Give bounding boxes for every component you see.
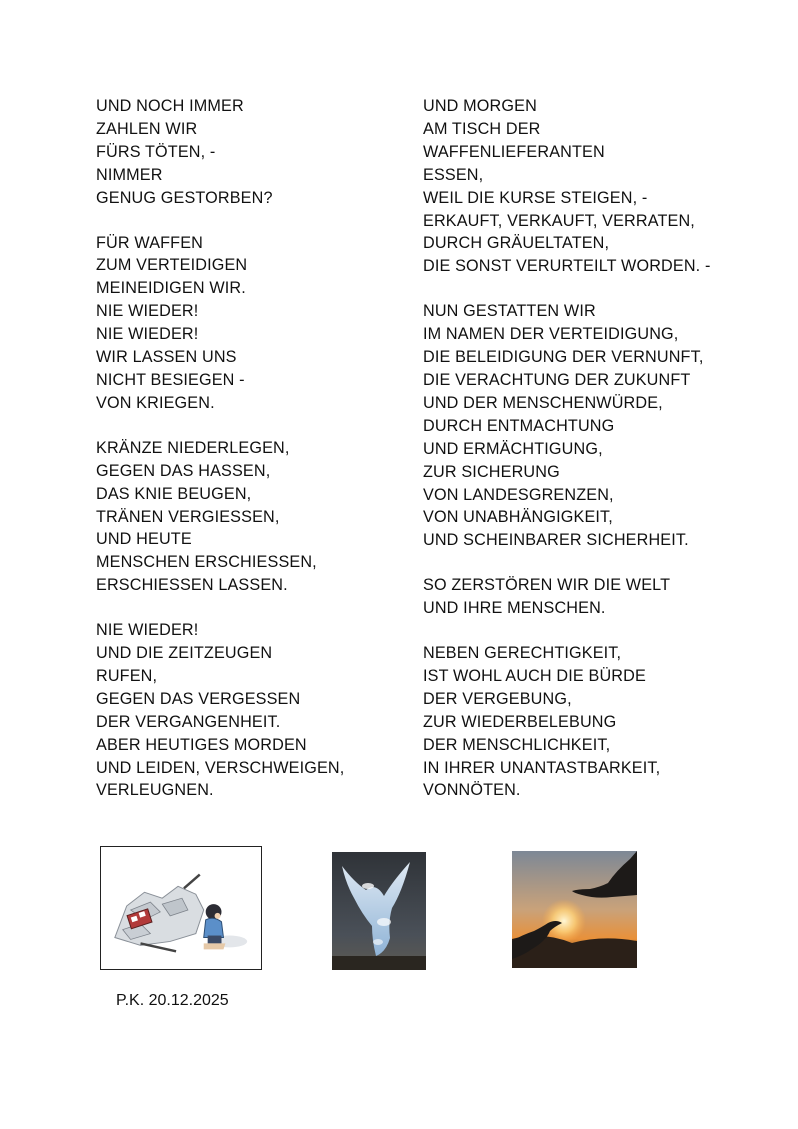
poem-line: UND ERMÄCHTIGUNG, [423, 439, 603, 458]
poem-right-column [423, 95, 711, 824]
poem-line: KRÄNZE NIEDERLEGEN, [96, 438, 290, 457]
reaching-hands-sunset-image [512, 851, 637, 968]
poem-line: UND DIE ZEITZEUGEN [96, 644, 273, 663]
poem-line: ZUR WIEDERBELEBUNG [423, 712, 617, 731]
poem-line: NEBEN GERECHTIGKEIT, [423, 644, 622, 663]
poem-line: ZUM VERTEIDIGEN [96, 256, 248, 275]
poem-line: NIE WIEDER! [96, 621, 199, 640]
poem-line: NIE WIEDER! [96, 302, 199, 321]
poem-line: WIR LASSEN UNS [96, 348, 237, 367]
poem-line: ERKAUFT, VERKAUFT, VERRATEN, [423, 211, 695, 230]
poem-line: VERLEUGNEN. [96, 781, 214, 800]
poem-line: UND NOCH IMMER [96, 97, 244, 115]
poem-stanza [423, 574, 711, 620]
poem-line: VON KRIEGEN. [96, 393, 215, 412]
poem-stanza [96, 437, 344, 597]
poem-line: MEINEIDIGEN WIR. [96, 279, 246, 298]
poem-line: IN IHRER UNANTASTBARKEIT, [423, 758, 661, 777]
poem-line: ERSCHIESSEN LASSEN. [96, 576, 288, 595]
poem-line: MENSCHEN ERSCHIESSEN, [96, 553, 317, 572]
poem-line: ZUR SICHERUNG [423, 462, 560, 481]
poem-line: DIE SONST VERURTEILT WORDEN. - [423, 257, 711, 276]
dove-silhouette-sky-image [332, 852, 426, 970]
poem-stanza [423, 642, 711, 802]
poem-line: UND SCHEINBARER SICHERHEIT. [423, 531, 689, 550]
poem-line: GENUG GESTORBEN? [96, 188, 273, 207]
poem-line: GEGEN DAS HASSEN, [96, 461, 271, 480]
poem-line: TRÄNEN VERGIESSEN, [96, 507, 280, 526]
poem-line: UND HEUTE [96, 530, 192, 549]
poem-line: DER VERGEBUNG, [423, 689, 572, 708]
poem-line: SO ZERSTÖREN WIR DIE WELT [423, 576, 671, 595]
poem-line: DAS KNIE BEUGEN, [96, 484, 252, 503]
poem-line: NUN GESTATTEN WIR [423, 302, 596, 321]
child-in-rubble-illustration [100, 846, 262, 970]
poem-stanza [96, 95, 344, 210]
poem-line: DURCH ENTMACHTUNG [423, 416, 615, 435]
poem-line: VON UNABHÄNGIGKEIT, [423, 508, 613, 527]
poem-stanza [96, 619, 344, 802]
poem-stanza [96, 232, 344, 415]
poem-line: DER MENSCHLICHKEIT, [423, 735, 611, 754]
poem-line: UND DER MENSCHENWÜRDE, [423, 393, 663, 412]
poem-stanza [423, 300, 711, 552]
poem-line: FÜR WAFFEN [96, 233, 204, 252]
poem-line: ZAHLEN WIR [96, 119, 198, 138]
poem-line: DURCH GRÄUELTATEN, [423, 234, 610, 253]
poem-stanza [423, 95, 711, 278]
poem-left-column [96, 95, 344, 824]
signature-date: P.K. 20.12.2025 [116, 992, 229, 1009]
poem-line: ESSEN, [423, 165, 484, 184]
poem-line: FÜRS TÖTEN, - [96, 142, 216, 161]
poem-line: IST WOHL AUCH DIE BÜRDE [423, 666, 646, 685]
poem-line: UND LEIDEN, VERSCHWEIGEN, [96, 758, 345, 777]
poem-line: VONNÖTEN. [423, 781, 521, 800]
poem-line: WAFFENLIEFERANTEN [423, 142, 605, 161]
poem-line: ABER HEUTIGES MORDEN [96, 735, 307, 754]
poem-line: DIE BELEIDIGUNG DER VERNUNFT, [423, 348, 704, 367]
poem-line: GEGEN DAS VERGESSEN [96, 689, 301, 708]
poem-line: WEIL DIE KURSE STEIGEN, - [423, 188, 648, 207]
poem-line: DER VERGANGENHEIT. [96, 712, 281, 731]
poem-line: RUFEN, [96, 666, 158, 685]
poem-line: NICHT BESIEGEN - [96, 370, 245, 389]
poem-line: DIE VERACHTUNG DER ZUKUNFT [423, 370, 691, 389]
poem-line: IM NAMEN DER VERTEIDIGUNG, [423, 325, 679, 344]
poem-line: VON LANDESGRENZEN, [423, 485, 614, 504]
poem-line: UND MORGEN [423, 97, 537, 115]
poem-line: NIMMER [96, 165, 163, 184]
poem-line: UND IHRE MENSCHEN. [423, 599, 606, 618]
poem-line: NIE WIEDER! [96, 325, 199, 344]
poem-line: AM TISCH DER [423, 119, 541, 138]
